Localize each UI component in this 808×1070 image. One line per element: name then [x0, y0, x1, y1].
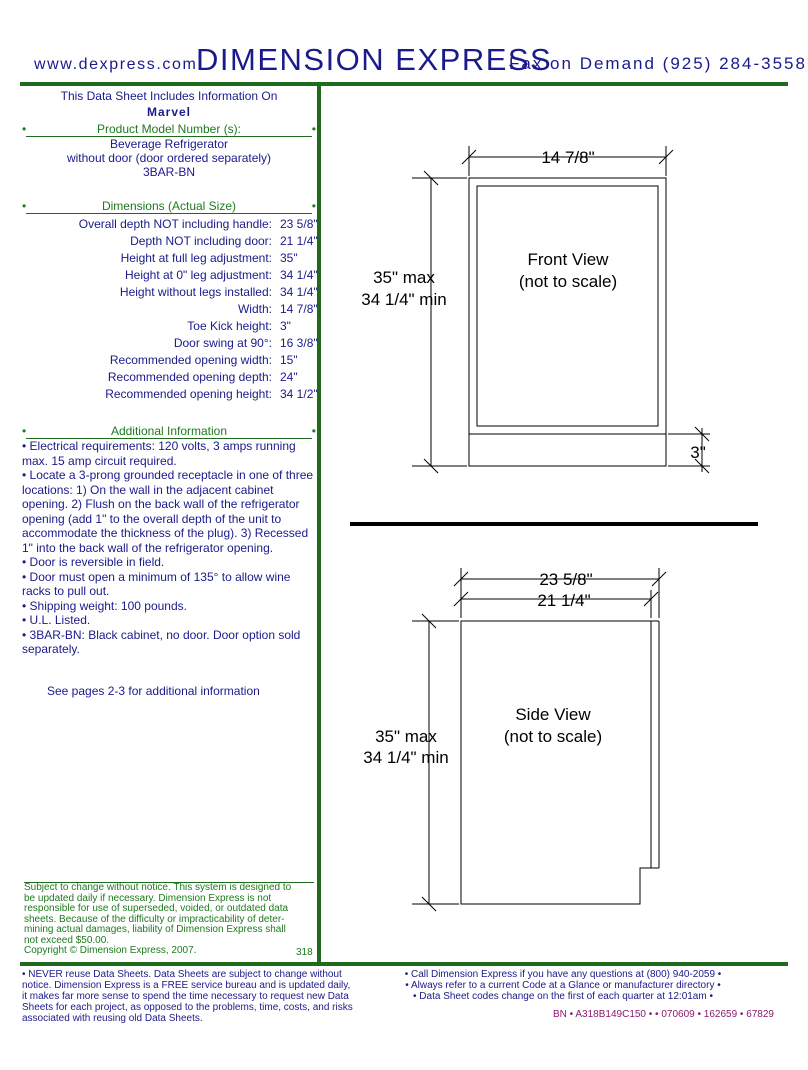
- additional-info-header: • Additional Information •: [22, 424, 316, 438]
- model-line-3: 3BAR-BN: [142, 165, 195, 179]
- see-pages-note: See pages 2-3 for additional information: [47, 684, 260, 698]
- view-separator: [350, 522, 758, 526]
- dimension-value: 34 1/4": [280, 268, 318, 282]
- dimension-label: Height at 0" leg adjustment:: [124, 268, 272, 282]
- front-view-subtitle: (not to scale): [518, 272, 618, 291]
- disclaimer-line: mining actual damages, liability of Dimension Express shall: [24, 924, 286, 935]
- footer-left-line: Sheets for each project, as opposed to the problems, time, costs, and risks: [22, 1002, 353, 1013]
- brand-title: DIMENSION EXPRESS: [196, 42, 553, 77]
- dimension-value: 16 3/8": [280, 336, 318, 350]
- info-item: • Shipping weight: 100 pounds.: [22, 598, 187, 613]
- dimension-value: 23 5/8": [280, 217, 318, 231]
- dimension-value: 34 1/4": [280, 285, 318, 299]
- disclaimer-line: responsible for use of superseded, voided, or outdated data: [24, 903, 289, 914]
- info-item: • U.L. Listed.: [22, 613, 91, 627]
- front-width-label: 14 7/8": [541, 148, 595, 167]
- dimension-label: Height without legs installed:: [119, 285, 272, 299]
- toe-kick-label: 3": [690, 443, 706, 462]
- footer-left-line: notice. Dimension Express is a FREE service bureau and is updated daily,: [22, 980, 351, 991]
- footer-left-line: • NEVER reuse Data Sheets. Data Sheets are subject to change without: [22, 969, 342, 980]
- info-item: • Door is reversible in field.: [22, 555, 165, 569]
- dimension-value: 34 1/2": [280, 387, 318, 401]
- fax-on-demand: Fax on Demand (925) 284-3558: [509, 54, 807, 73]
- copyright: Copyright © Dimension Express, 2007.: [24, 945, 197, 956]
- page-number: 318: [296, 947, 313, 958]
- disclaimer-line: be updated daily if necessary. Dimension Express is not: [24, 892, 272, 904]
- depth-no-door-label: 21 1/4": [537, 591, 591, 610]
- data-sheet-codes: BN • A318B149C150 • • 070609 • 162659 • 67829: [552, 1009, 774, 1020]
- dimension-label: Height at full leg adjustment:: [120, 251, 272, 265]
- intro-text: This Data Sheet Includes Information On: [60, 89, 278, 103]
- dimension-value: 3": [280, 319, 291, 333]
- dimension-label: Door swing at 90°:: [173, 336, 272, 350]
- dimension-value: 35": [280, 251, 298, 265]
- info-item: • Door must open a minimum of 135° to allow wine racks to pull out.: [22, 569, 291, 598]
- dimension-label: Recommended opening width:: [109, 353, 272, 367]
- dimension-label: Recommended opening height:: [105, 387, 272, 401]
- footer-left: [22, 969, 362, 1024]
- disclaimer-line: Subject to change without notice. This system is designed to: [24, 882, 292, 893]
- dimension-label: Recommended opening depth:: [107, 370, 272, 384]
- overall-depth-label: 23 5/8": [539, 570, 593, 589]
- side-view-title: Side View: [515, 705, 591, 724]
- dimension-value: 14 7/8": [280, 302, 318, 316]
- side-cabinet-outline: [461, 621, 651, 904]
- disclaimer-line: sheets. Because of the difficulty or impracticability of deter-: [24, 913, 285, 925]
- info-item: • Locate a 3-prong grounded receptacle in one of three locations: 1) On the wall in the adjacent cabinet opening. 2) Flush on the back wall of the refrigerator opening (add 1" to the overall depth of the unit to accommodate the thickness of the plug). 3) Recessed 1" into the back wall of the refrigerator opening.: [22, 468, 314, 555]
- side-height-max-label: 35" max: [375, 727, 437, 746]
- model-number-header: • Product Model Number (s): •: [22, 122, 316, 136]
- dimensions-header-label: Dimensions (Actual Size): [101, 199, 237, 213]
- info-item: • 3BAR-BN: Black cabinet, no door. Door option sold separately.: [22, 627, 301, 656]
- footer-right-line: • Always refer to a current Code at a Glance or manufacturer directory •: [405, 980, 721, 991]
- dimension-label: Overall depth NOT including handle:: [78, 217, 272, 231]
- front-door-outline: [477, 186, 658, 426]
- dimension-label: Depth NOT including door:: [130, 234, 272, 248]
- front-cabinet-outline: [469, 178, 666, 466]
- front-height-max-label: 35" max: [373, 268, 435, 287]
- front-view-title: Front View: [527, 250, 609, 269]
- footer-right: [398, 969, 728, 1002]
- info-item: • Electrical requirements: 120 volts, 3 amps running max. 15 amp circuit required.: [22, 439, 296, 468]
- model-line-1: Beverage Refrigerator: [109, 137, 229, 151]
- footer-right-line: • Call Dimension Express if you have any questions at (800) 940-2059 •: [404, 969, 722, 980]
- side-height-min-label: 34 1/4" min: [363, 748, 449, 767]
- footer-left-line: it makes far more sense to spend the time necessary to request new Data: [22, 991, 349, 1002]
- dimension-value: 21 1/4": [280, 234, 318, 248]
- website-link[interactable]: www.dexpress.com: [34, 56, 198, 73]
- footer-left-line: associated with reusing old Data Sheets.: [22, 1013, 203, 1024]
- additional-info-header-label: Additional Information: [110, 424, 228, 438]
- dimension-value: 24": [280, 370, 298, 384]
- footer-right-line: • Data Sheet codes change on the first of each quarter at 12:01am •: [413, 991, 713, 1002]
- front-view: [412, 146, 710, 473]
- dimension-label: Toe Kick height:: [187, 319, 272, 333]
- dimensions-header: • Dimensions (Actual Size) •: [22, 199, 316, 213]
- dimension-label: Width:: [237, 302, 272, 316]
- front-height-min-label: 34 1/4" min: [361, 290, 447, 309]
- footer-divider: [20, 962, 788, 966]
- disclaimer-line: not exceed $50.00.: [24, 934, 110, 946]
- model-line-2: without door (door ordered separately): [66, 151, 272, 165]
- manufacturer-name: Marvel: [146, 105, 192, 119]
- model-number-header-label: Product Model Number (s):: [96, 122, 242, 136]
- side-view-subtitle: (not to scale): [503, 727, 603, 746]
- dimension-value: 15": [280, 353, 298, 367]
